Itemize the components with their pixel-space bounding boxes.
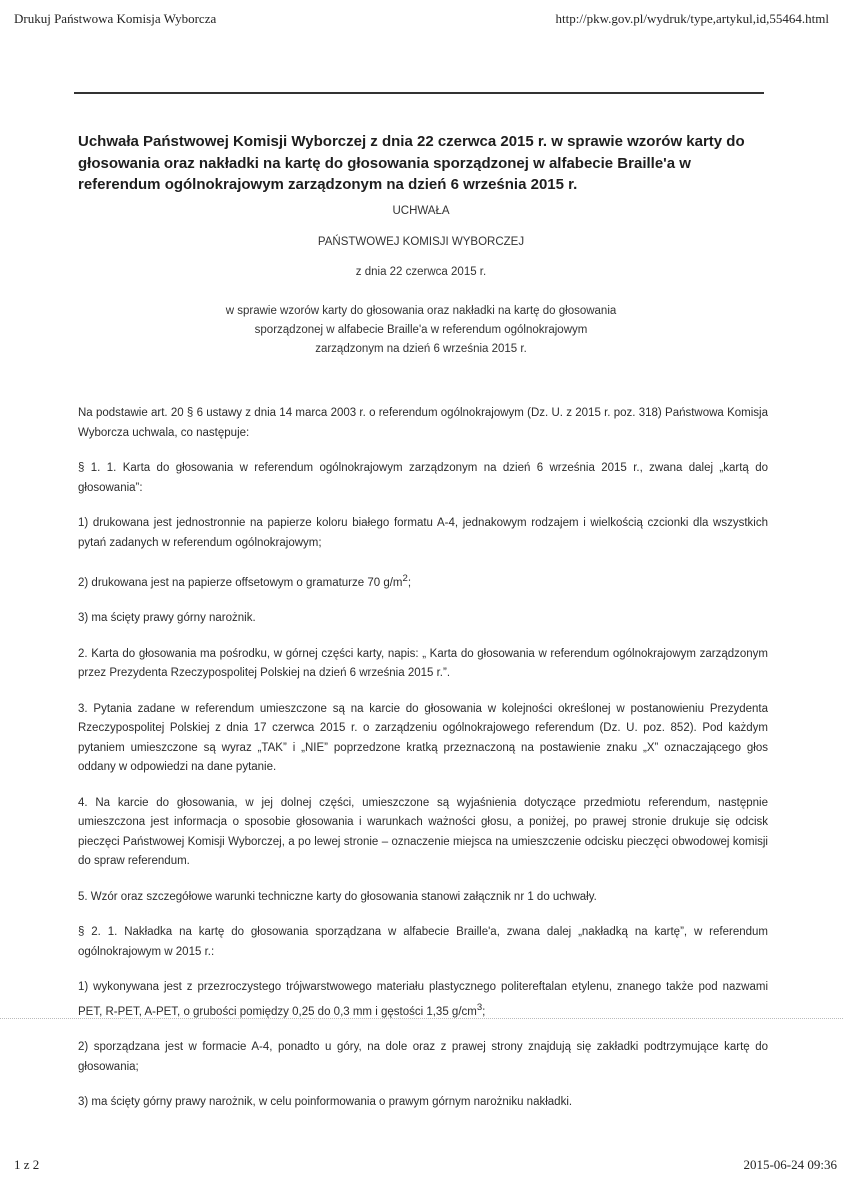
subject-line-1: w sprawie wzorów karty do głosowania oraz nakładki na kartę do głosowania [225,305,617,317]
header-divider [74,92,764,94]
section-1-paragraph-3: 3. Pytania zadane w referendum umieszczone są na karcie do głosowania w kolejności określonej w postanowieniu Prezydenta Rzeczypospolitej Polskiej z dnia 17 czerwca 2015 r. o zarządzeniu ogólnokrajowego referendum (Dz. U. poz. 852). Pod każdym pytaniem umieszczone są wyraz „TAK” i „NIE” poprzedzone kratką przeznaczoną na postawienie znaku „X” oznaczającego głos oddany w odpowiedzi na dane pytanie. [78,702,768,774]
section-2-point-3: 3) ma ścięty górny prawy narożnik, w celu poinformowania o prawym górnym narożniku nakładki. [78,1096,573,1109]
point-2-superscript: 2 [402,573,408,584]
section-1-paragraph-5: 5. Wzór oraz szczegółowe warunki techniczne karty do głosowania stanowi załącznik nr 1 do uchwały. [78,890,597,903]
section-1-point-1: 1) drukowana jest jednostronnie na papierze koloru białego formatu A-4, jednakowym rodzajem i wielkością czcionki dla wszystkich pytań zadanych w referendum ogólnokrajowym; [78,517,768,549]
issuing-body: PAŃSTWOWEJ KOMISJI WYBORCZEJ [317,236,525,248]
overlay-point-1-superscript: 3 [476,1001,483,1013]
resolution-heading: UCHWAŁA [392,205,450,217]
section-2-paragraph: § 2. 1. Nakładka na kartę do głosowania sporządzana w alfabecie Braille'a, zwana dalej „nakładką na kartę”, w referendum ogólnokrajowym w 2015 r.: [78,926,768,958]
page-counter: 1 z 2 [14,1157,40,1172]
point-2-text: 2) drukowana jest na papierze offsetowym o gramaturze 70 g/m [78,576,403,589]
print-header-site: Drukuj Państwowa Komisja Wyborcza [14,11,217,26]
section-1-paragraph-4: 4. Na karcie do głosowania, w jej dolnej części, umieszczone są wyjaśnienia dotyczące przedmiotu referendum, następnie umieszczona jest informacja o sposobie głosowania i warunkach ważności głosu, a poniżej, po prawej stronie drukuje się odcisk pieczęci Państwowej Komisji Wyborczej, a po lewej stronie – oznaczenie miejsca na umieszczenie odcisku pieczęci obwodowej komisji do spraw referendum. [78,796,768,868]
section-1-point-2 [78,569,768,593]
document-body [78,404,768,1129]
section-1-point-3: 3) ma ścięty prawy górny narożnik. [78,612,256,625]
legal-basis-paragraph: Na podstawie art. 20 § 6 ustawy z dnia 14 marca 2003 r. o referendum ogólnokrajowym (Dz. U. z 2015 r. poz. 318) Państwowa Komisja Wyborcza uchwala, co następuje: [78,407,768,439]
document-title: Uchwała Państwowej Komisji Wyborczej z dnia 22 czerwca 2015 r. w sprawie wzorów karty do głosowania oraz nakładki na kartę do głosowania sporządzonej w alfabecie Braille'a w referendum ogólnokrajowym zarządzonym na dzień 6 września 2015 r. [78,133,745,193]
print-timestamp: 2015-06-24 09:36 [743,1157,837,1172]
section-2-point-1 [78,978,768,1022]
resolution-date: z dnia 22 czerwca 2015 r. [355,266,487,278]
overlay-point-1-end: ; [482,1005,486,1018]
section-1-paragraph-2: 2. Karta do głosowania ma pośrodku, w górnej części karty, napis: „ Karta do głosowania w referendum ogólnokrajowym zarządzonym przez Prezydenta Rzeczypospolitej Polskiej na dzień 6 września 2015 r.”. [78,647,768,680]
section-2-point-2: 2) sporządzana jest w formacie A-4, ponadto u góry, na dole oraz z prawej strony znajdują się zakładki podtrzymujące kartę do głosowania; [78,1041,768,1073]
resolution-subject [80,302,762,359]
section-1-paragraph: § 1. 1. Karta do głosowania w referendum ogólnokrajowym zarządzonym na dzień 6 września 2015 r., zwana dalej „kartą do głosowania”: [78,462,768,494]
print-header-url: http://pkw.gov.pl/wydruk/type,artykul,id,55464.html [555,11,829,26]
subject-line-3: zarządzonym na dzień 6 września 2015 r. [315,343,527,355]
subject-line-2: sporządzonej w alfabecie Braille'a w referendum ogólnokrajowym [254,324,588,336]
overlay-point-1-text: 1) wykonywana jest z przezroczystego trójwarstwowego materiału plastycznego politereftalan etylenu, znanego także pod nazwami PET, R-PET, A-PET, o grubości pomiędzy 0,25 do 0,3 mm i gęstości 1,35 g/cm [78,981,768,1018]
point-2-end: ; [407,576,412,589]
scan-artifact-line [0,1018,843,1019]
